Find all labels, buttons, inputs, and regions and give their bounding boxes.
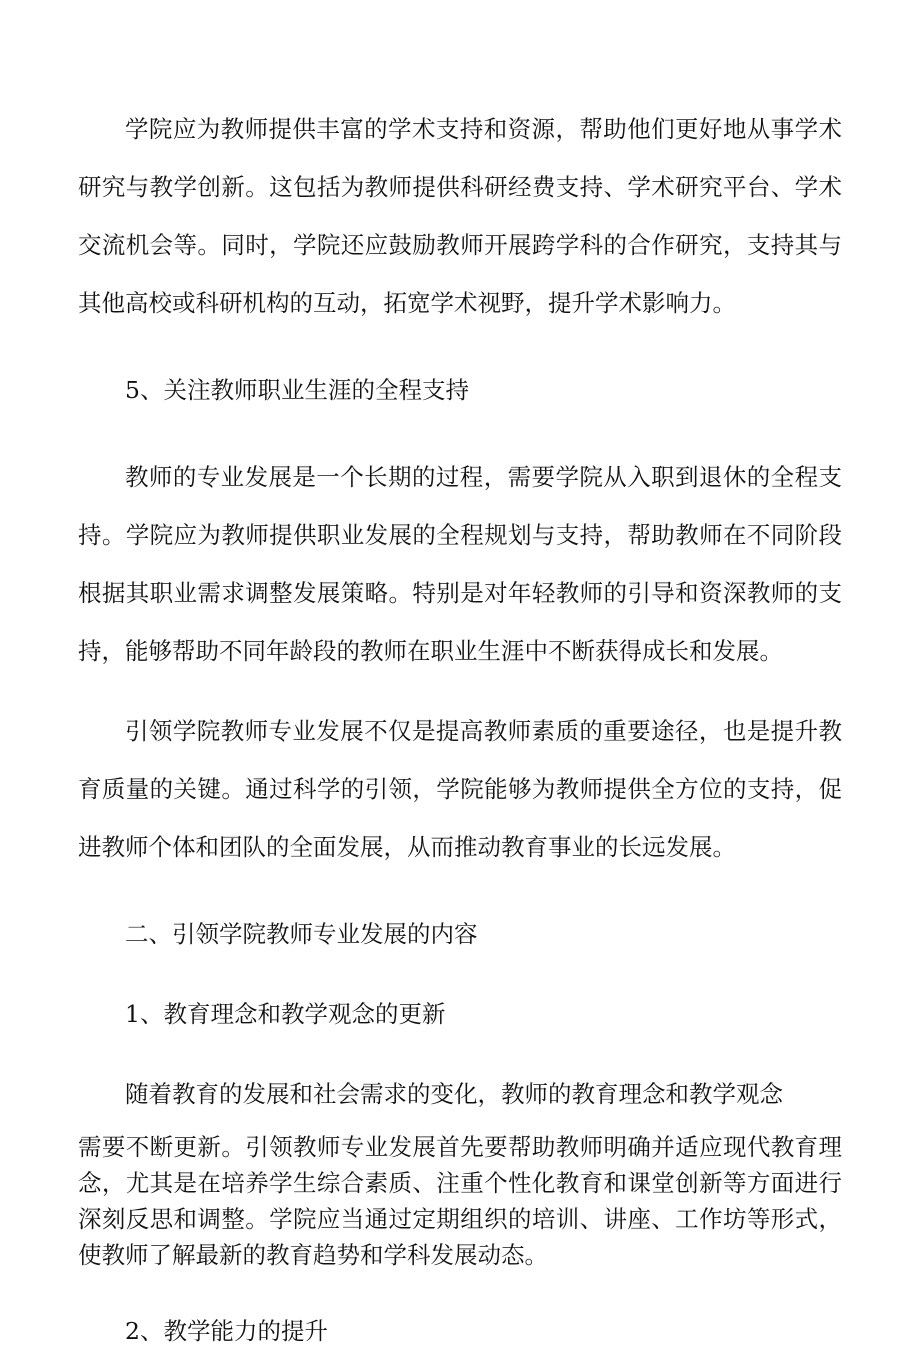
- spacer: [78, 419, 842, 448]
- paragraph-education-concepts-body: 需要不断更新。引领教师专业发展首先要帮助教师明确并适应现代教育理念，尤其是在培养学生综合素质、注重个性化教育和课堂创新等方面进行深刻反思和调整。学院应当通过定期组织的培训、讲座、工作坊等形式，使教师了解最新的教育趋势和学科发展动态。: [78, 1133, 842, 1269]
- paragraph-education-concepts-first-line: 随着教育的发展和社会需求的变化，教师的教育理念和教学观念: [125, 1080, 783, 1108]
- spacer: [78, 332, 842, 361]
- paragraph-academic-support: 学院应为教师提供丰富的学术支持和资源，帮助他们更好地从事学术研究与教学创新。这包括为教师提供科研经费支持、学术研究平台、学术交流机会等。同时，学院还应鼓励教师开展跨学科的合作研究，支持其与其他高校或科研机构的互动，拓宽学术视野，提升学术影响力。: [78, 115, 842, 317]
- heading-teaching-ability: 2、教学能力的提升: [125, 1317, 328, 1345]
- section-heading-content: 二、引领学院教师专业发展的内容: [125, 920, 478, 948]
- spacer: [78, 876, 842, 905]
- spacer: [78, 680, 842, 702]
- paragraph-career-support: 教师的专业发展是一个长期的过程，需要学院从入职到退休的全程支持。学院应为教师提供职业发展的全程规划与支持，帮助教师在不同阶段根据其职业需求调整发展策略。特别是对年轻教师的引导和资深教师的支持，能够帮助不同年龄段的教师在职业生涯中不断获得成长和发展。: [78, 463, 842, 665]
- spacer: [78, 1043, 842, 1065]
- heading-education-concepts: 1、教育理念和教学观念的更新: [125, 1000, 446, 1028]
- paragraph-summary: 引领学院教师专业发展不仅是提高教师素质的重要途径，也是提升教育质量的关键。通过科学的引领，学院能够为教师提供全方位的支持，促进教师个体和团队的全面发展，从而推动教育事业的长远发展。: [78, 717, 842, 861]
- spacer: [78, 1273, 842, 1302]
- document-body: [78, 100, 842, 1360]
- spacer: [78, 963, 842, 985]
- heading-career-support: 5、关注教师职业生涯的全程支持: [125, 376, 469, 404]
